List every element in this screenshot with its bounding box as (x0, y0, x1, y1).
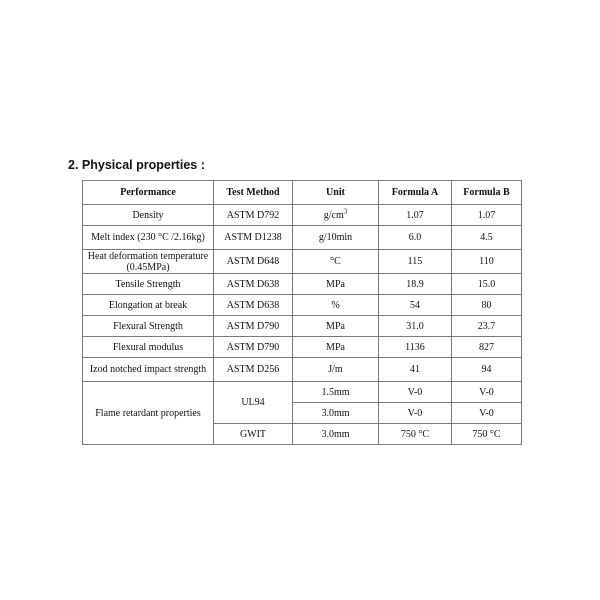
cell-ul94-method: UL94 (214, 382, 293, 424)
cell-formula-a: 750 °C (379, 424, 452, 445)
header-formula-a: Formula A (379, 181, 452, 205)
header-test-method: Test Method (214, 181, 293, 205)
cell-method: ASTM D1238 (214, 226, 293, 250)
physical-properties-table (82, 180, 522, 445)
table-row (83, 205, 522, 226)
table-row (83, 250, 522, 274)
cell-method: ASTM D792 (214, 205, 293, 226)
cell-performance: Izod notched impact strength (83, 358, 214, 382)
cell-unit: MPa (293, 316, 379, 337)
cell-formula-a: 115 (379, 250, 452, 274)
cell-formula-b: 15.0 (452, 274, 522, 295)
cell-performance: Elongation at break (83, 295, 214, 316)
cell-performance: Flexural modulus (83, 337, 214, 358)
cell-formula-a: V-0 (379, 403, 452, 424)
cell-formula-b: 4.5 (452, 226, 522, 250)
cell-unit: MPa (293, 337, 379, 358)
cell-formula-a: V-0 (379, 382, 452, 403)
cell-formula-b: 23.7 (452, 316, 522, 337)
cell-performance: Heat deformation temperature (0.45MPa) (83, 250, 214, 274)
header-unit: Unit (293, 181, 379, 205)
unit-text: g/cm (323, 209, 344, 221)
cell-unit: % (293, 295, 379, 316)
cell-formula-a: 31.0 (379, 316, 452, 337)
cell-flame-performance: Flame retardant properties (83, 382, 214, 445)
table-row (83, 316, 522, 337)
table-row (83, 274, 522, 295)
cell-formula-b: 1.07 (452, 205, 522, 226)
cell-unit: 1.5mm (293, 382, 379, 403)
cell-performance: Tensile Strength (83, 274, 214, 295)
cell-formula-a: 18.9 (379, 274, 452, 295)
cell-method: ASTM D790 (214, 316, 293, 337)
cell-formula-b: V-0 (452, 382, 522, 403)
table-row (83, 226, 522, 250)
cell-formula-b: 750 °C (452, 424, 522, 445)
cell-formula-a: 1136 (379, 337, 452, 358)
header-formula-b: Formula B (452, 181, 522, 205)
cell-formula-a: 54 (379, 295, 452, 316)
section-title: 2. Physical properties : (68, 158, 205, 172)
cell-gwit-method: GWIT (214, 424, 293, 445)
cell-formula-a: 41 (379, 358, 452, 382)
cell-formula-b: 110 (452, 250, 522, 274)
cell-method: ASTM D638 (214, 295, 293, 316)
table-row (83, 337, 522, 358)
table-header-row (83, 181, 522, 205)
cell-formula-b: V-0 (452, 403, 522, 424)
cell-unit: g/10min (293, 226, 379, 250)
cell-unit (293, 205, 379, 226)
cell-method: ASTM D256 (214, 358, 293, 382)
cell-performance: Flexural Strength (83, 316, 214, 337)
unit-superscript: 3 (343, 207, 348, 216)
cell-unit: 3.0mm (293, 424, 379, 445)
cell-unit: J/m (293, 358, 379, 382)
cell-unit: 3.0mm (293, 403, 379, 424)
cell-formula-a: 6.0 (379, 226, 452, 250)
cell-method: ASTM D790 (214, 337, 293, 358)
cell-formula-b: 94 (452, 358, 522, 382)
table-row (83, 295, 522, 316)
header-performance: Performance (83, 181, 214, 205)
cell-performance: Density (83, 205, 214, 226)
table-row (83, 382, 522, 403)
cell-performance: Melt index (230 °C /2.16kg) (83, 226, 214, 250)
table-row (83, 358, 522, 382)
cell-unit: °C (293, 250, 379, 274)
cell-method: ASTM D648 (214, 250, 293, 274)
cell-unit: MPa (293, 274, 379, 295)
cell-formula-b: 827 (452, 337, 522, 358)
cell-formula-b: 80 (452, 295, 522, 316)
cell-method: ASTM D638 (214, 274, 293, 295)
cell-formula-a: 1.07 (379, 205, 452, 226)
